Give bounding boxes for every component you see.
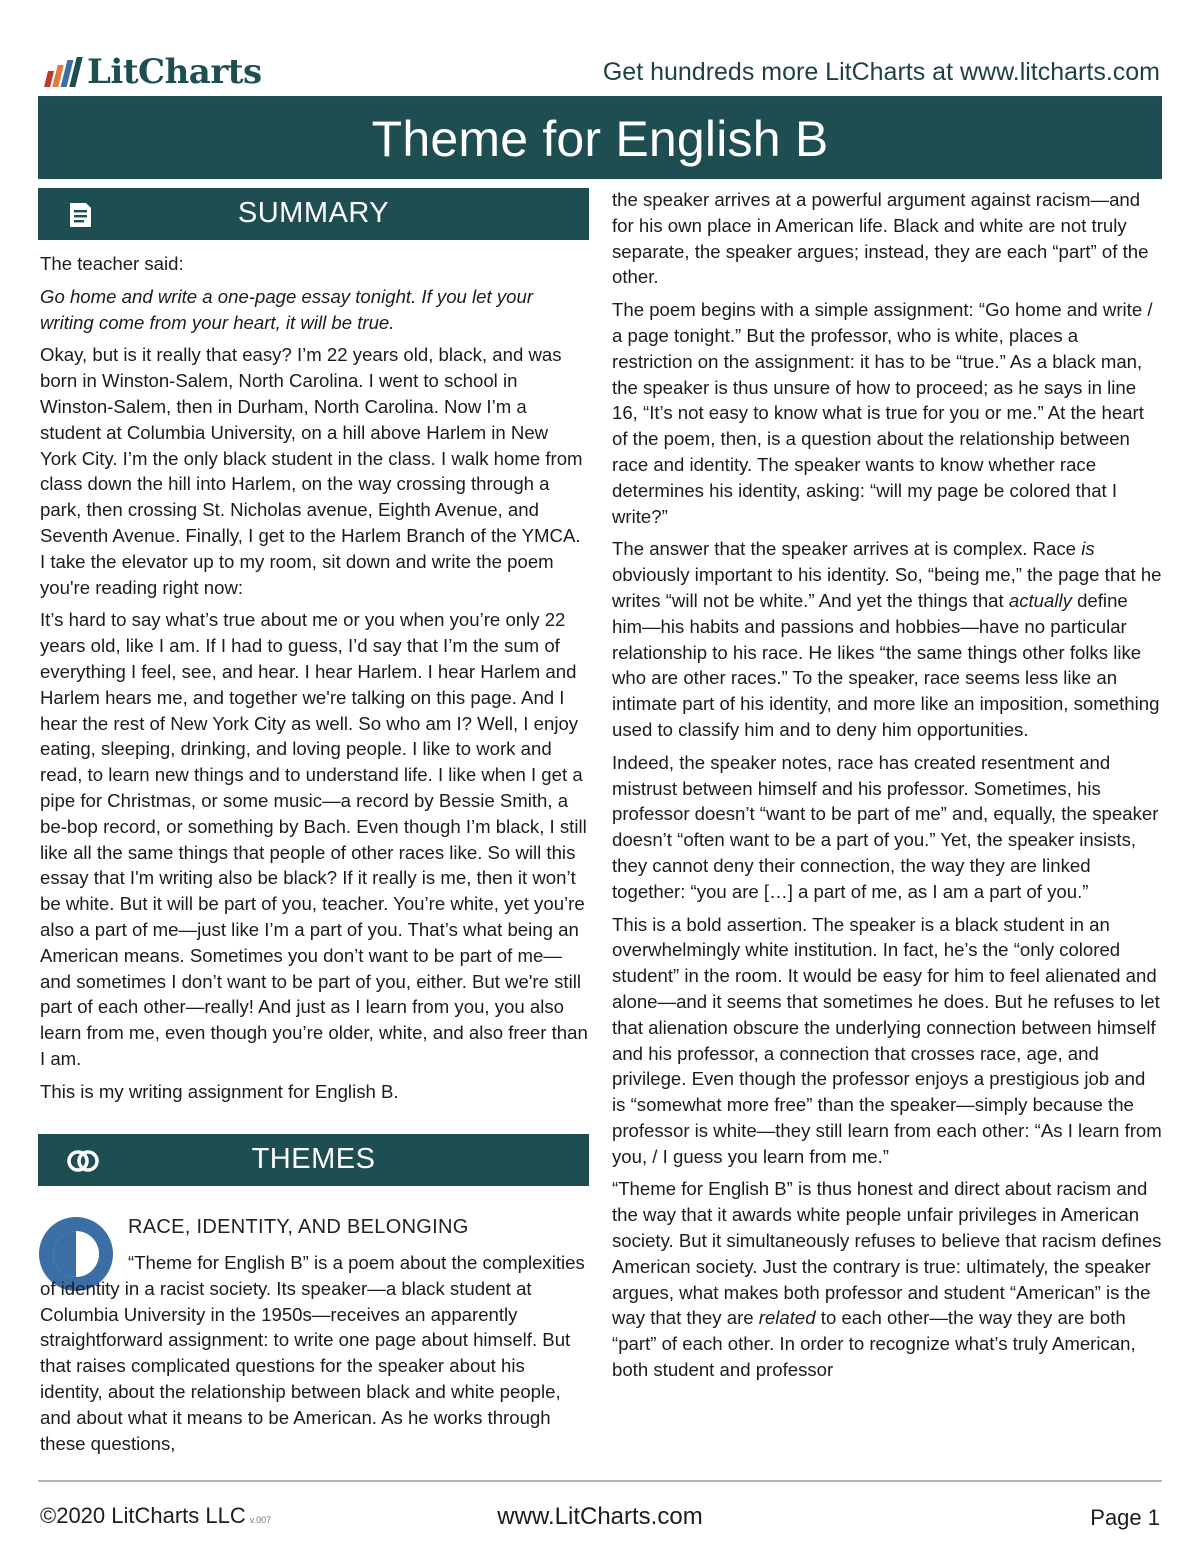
title-banner (38, 98, 1162, 179)
summary-paragraph: It’s hard to say what’s true about me or you when you’re only 22 years old, like I am. If I had to guess, I’d say that I’m the sum of everything I feel, see, and hear. I hear Harlem. I hear Harlem and Harlem hears me, and together we're talking on this page. And I hear the rest of New York City as well. So who am I? Well, I enjoy eating, sleeping, drinking, and loving people. I like to work and read, to learn new things and to understand life. I like when I get a pipe for Christmas, or some music—a record by Bessie Smith, a be-bop record, or something by Bach. Even though I’m black, I still like all the same things that people of other races like. So will this essay that I'm writing also be black? If it really is me, then it won’t be white. But it will be part of you, teacher. You’re white, yet you’re also a part of me—just like I’m a part of you. That’s what being an American means. Sometimes you don’t want to be part of me—and sometimes I don’t want to be part of you, either. But we're still part of each other—really! And just as I learn from you, you also learn from me, even though you’re older, white, and also freer than I am. (40, 609, 588, 1069)
text-run: obviously important to his identity. So, “being me,” the page that he writes “will not be white.” And yet the things that (612, 564, 1162, 611)
summary-text (40, 251, 588, 1112)
emphasis: related (758, 1307, 816, 1329)
text-run: “Theme for English B” is thus honest and direct about racism and the way that it awards white people unfair privileges in American society. But it simultaneously refuses to believe that racism defines American society. Just the contrary is true: ultimately, the speaker argues, what makes both professor and student “American” is the way that they are (612, 1178, 1162, 1329)
summary-heading: SUMMARY (237, 197, 390, 229)
theme-paragraph: The poem begins with a simple assignment: “Go home and write / a page tonight.” But the professor, who is white, places a restriction on the assignment: it has to be “true.” As a black man, the speaker is thus unsure of how to proceed; as he says in line 16, “It’s not easy to know what is true for you or me.” At the heart of the poem, then, is a question about the relationship between race and identity. The speaker wants to know whether race determines his identity, asking: “will my page be colored that I write?” (612, 299, 1153, 527)
summary-intro: The teacher said: (40, 253, 184, 274)
themes-heading: THEMES (251, 1143, 376, 1175)
text-run: to each other—the way they are both “part” of each other. In order to recognize what’s truly American, both student and professor (612, 1307, 1136, 1381)
page-title: Theme for English B (371, 110, 829, 167)
text-run: define him—his habits and passions and hobbies—have no particular relationship to his race. He likes “the same things other folks like who are other races.” To the speaker, race seems less like an intimate part of his identity, and more like an imposition, something used to classify him and to deny him opportunities. (612, 589, 1160, 740)
summary-paragraph: This is my writing assignment for English B. (40, 1080, 399, 1102)
litcharts-logo[interactable] (46, 52, 262, 92)
theme-paragraph (612, 1176, 1162, 1382)
footer-divider (38, 1480, 1162, 1482)
emphasis: is (1081, 538, 1095, 560)
summary-section-header (38, 188, 589, 240)
emphasis: actually (1008, 589, 1072, 611)
footer-website-link[interactable]: www.LitCharts.com (497, 1503, 703, 1530)
summary-quote: Go home and write a one-page essay tonight. If you let your writing come from your heart, it will be true. (40, 285, 534, 333)
theme-paragraph: the speaker arrives at a powerful argument against racism—and for his own place in American life. Black and white are not truly separate, the speaker argues; instead, they are each “part” of the other. (612, 189, 1149, 288)
theme-paragraph: This is a bold assertion. The speaker is a black student in an overwhelmingly white institution. In fact, he’s the “only colored student” in the room. It would be easy for him to feel alienated and alone—and it seems that sometimes he does. But he refuses to let that alienation obscure the underlying connection between himself and his professor, a connection that crosses race, age, and privilege. Even though the professor enjoys a prestigious job and is “somewhat more free” than the speaker—simply because the professor is white—they still learn from each other: “As I learn from you, / I guess you learn from me.” (612, 913, 1162, 1167)
text-run: The answer that the speaker arrives at is complex. Race (612, 538, 1082, 560)
page-number: Page 1 (1090, 1505, 1160, 1530)
theme-title: RACE, IDENTITY, AND BELONGING (128, 1216, 469, 1238)
page-header (38, 48, 1162, 98)
copyright-text: ©2020 LitCharts LLC (40, 1503, 246, 1528)
theme-intro-text: “Theme for English B” is a poem about the complexities of identity in a racist society. Its speaker—a black student at Columbia University in the 1950s—receives an apparently straightforward assignment: to write one page about himself. But that raises complicated questions for the speaker about his identity, about the relationship between black and white people, and about what it means to be American. As he works through these questions, (40, 1252, 585, 1454)
version-label: v.007 (249, 1515, 272, 1525)
theme-discussion (612, 187, 1162, 1390)
theme-paragraph (612, 536, 1162, 742)
summary-paragraph: Okay, but is it really that easy? I’m 22 years old, black, and was born in Winston-Salem, North Carolina. I went to school in Winston-Salem, then in Durham, North Carolina. Now I’m a student at Columbia University, on a hill above Harlem in New York City. I’m the only black student in the class. I walk home from class down the hill into Harlem, on the way crossing through a park, then crossing St. Nicholas avenue, Eighth Avenue, and Seventh Avenue. Finally, I get to the Harlem Branch of the YMCA. I take the elevator up to my room, sit down and write the poem you're reading right now: (40, 344, 583, 598)
logo-text: LitCharts (87, 52, 262, 92)
themes-section-header (38, 1134, 589, 1186)
logo-bars-icon (46, 57, 79, 87)
header-tagline-link[interactable]: Get hundreds more LitCharts at www.litcharts.com (602, 58, 1160, 86)
theme-intro (40, 1250, 590, 1456)
theme-paragraph: Indeed, the speaker notes, race has created resentment and mistrust between himself and his professor. Sometimes, his professor doesn’t “want to be part of me” and, equally, the speaker doesn’t “often want to be a part of you.” Yet, the speaker insists, they cannot deny their connection, the way they are linked together: “you are […] a part of me, as I am a part of you.” (612, 751, 1159, 902)
